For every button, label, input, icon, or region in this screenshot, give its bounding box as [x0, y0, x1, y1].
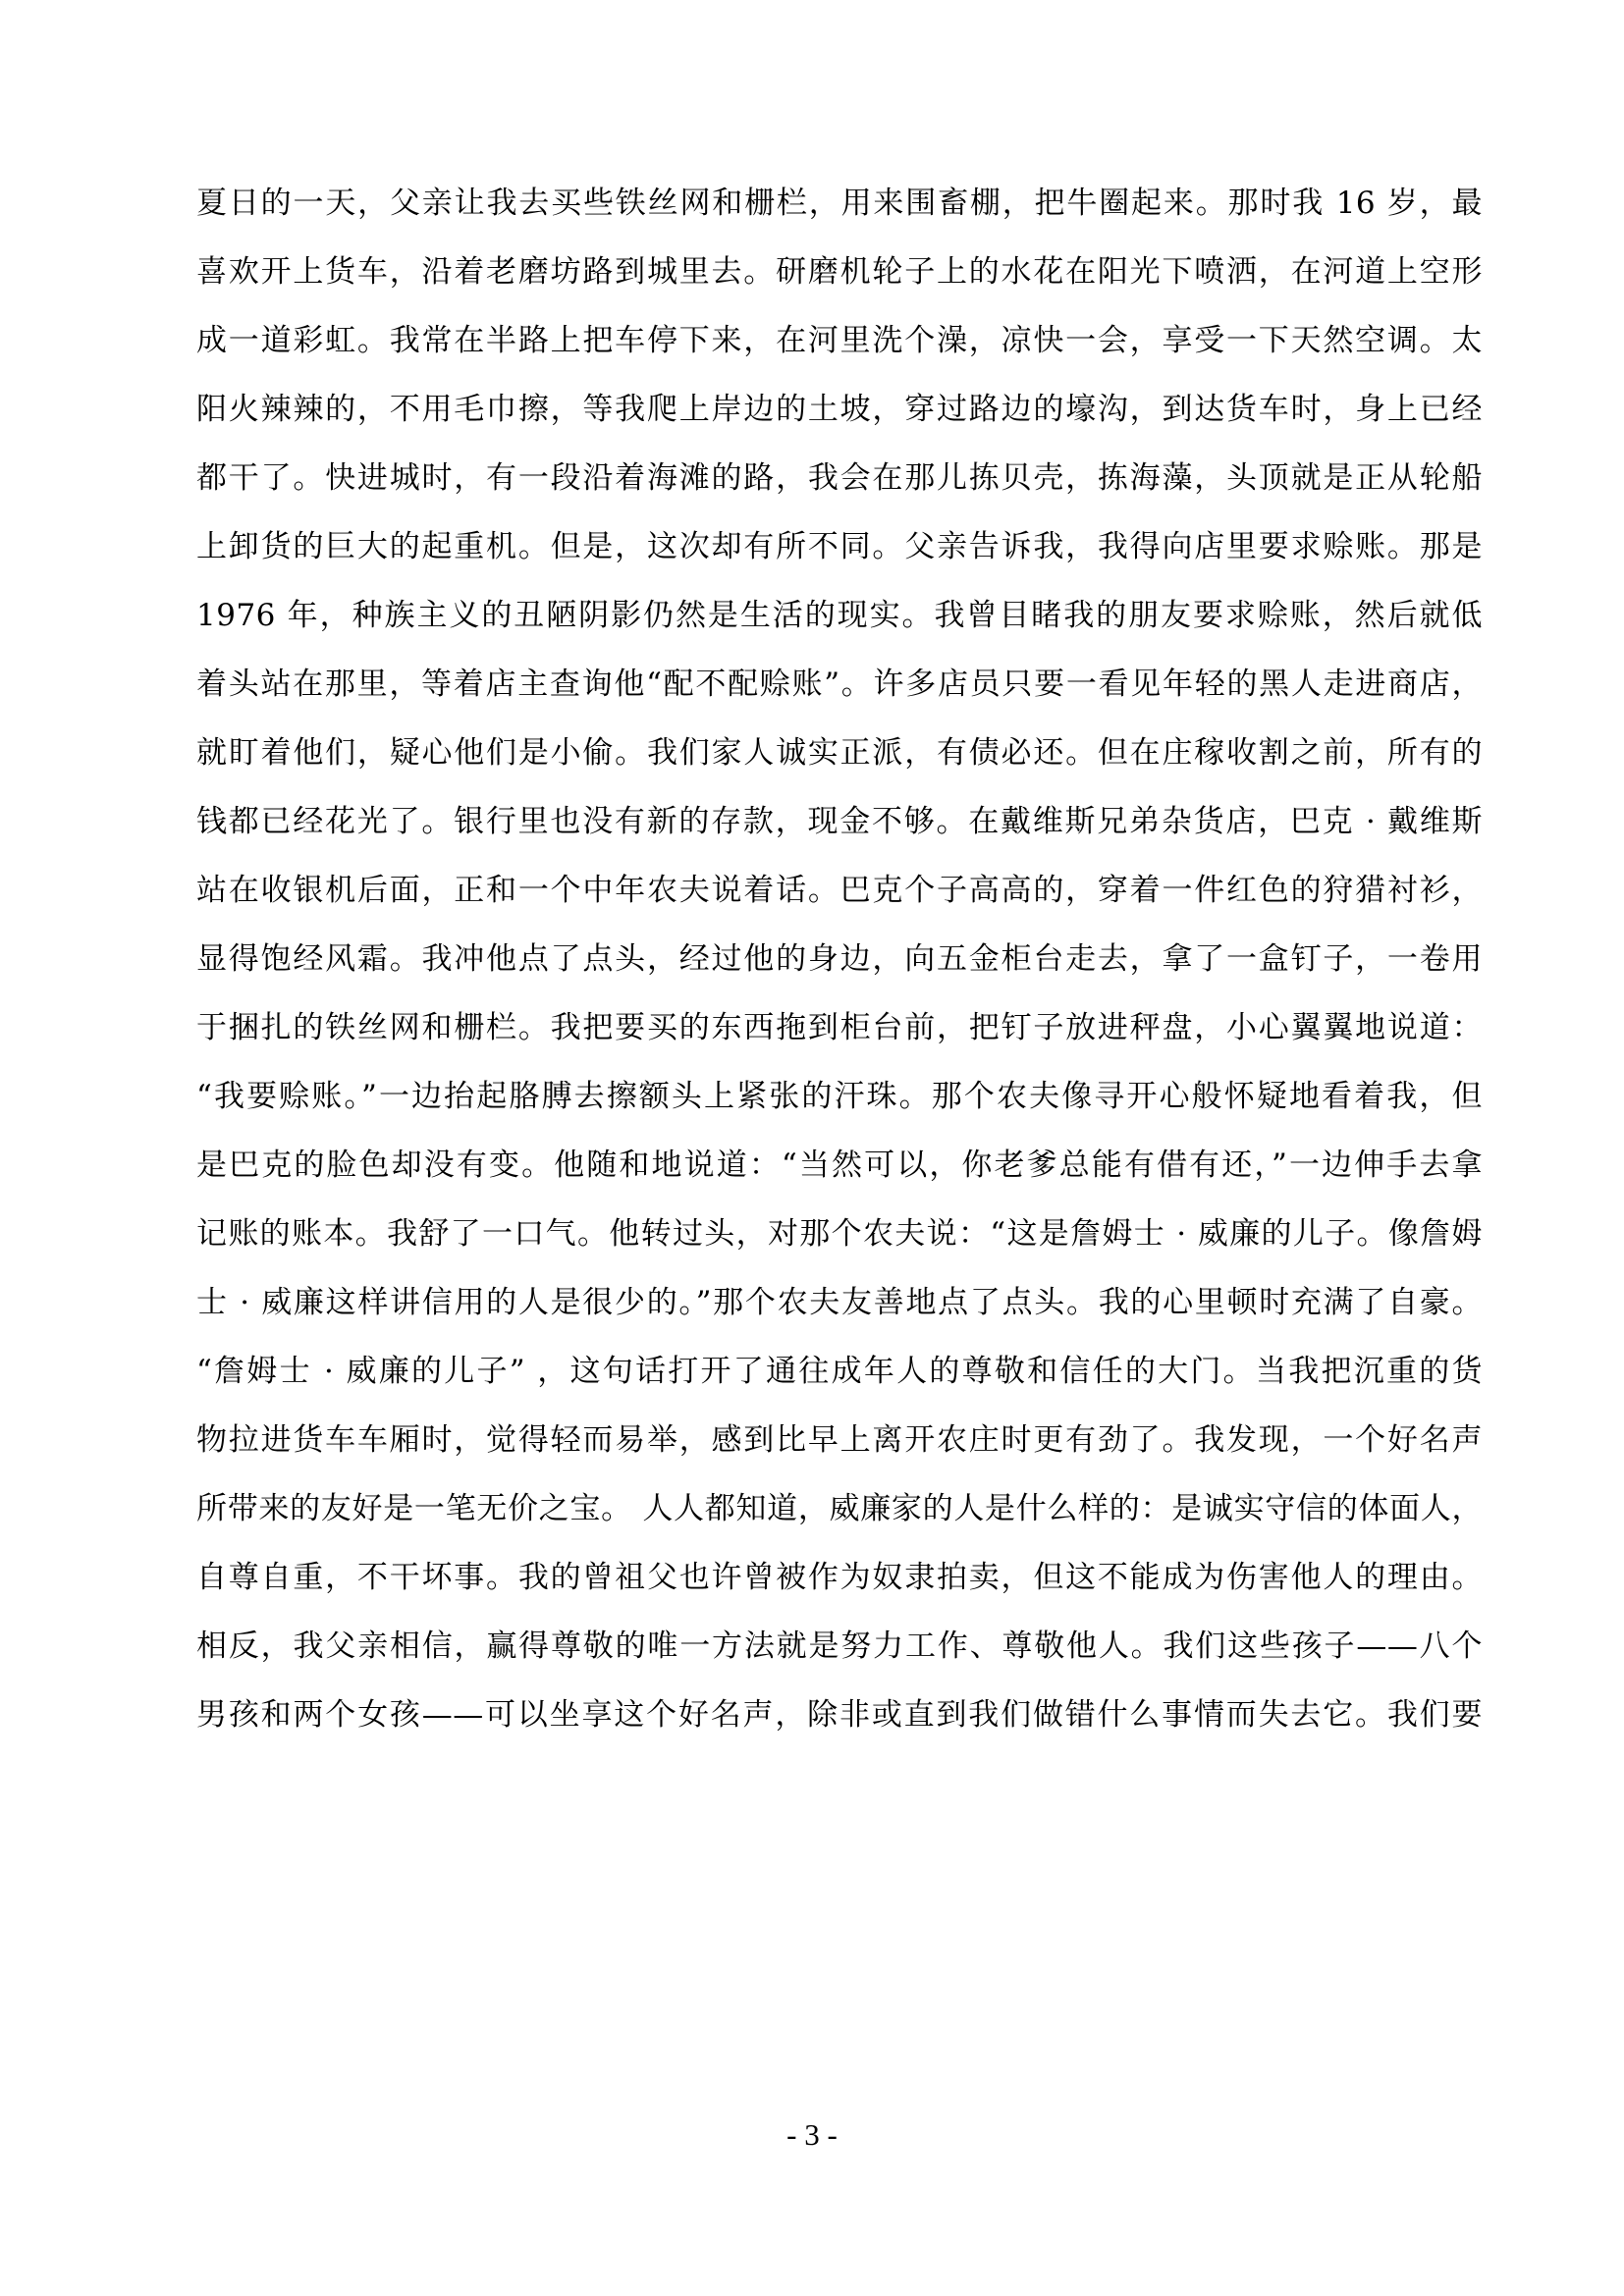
text-line: 夏日的一天，父亲让我去买些铁丝网和栅栏，用来围畜棚，把牛圈起来。那时我 16 岁，最 — [196, 186, 1483, 221]
text-line: 相反，我父亲相信，赢得尊敬的唯一方法就是努力工作、尊敬他人。我们这些孩子——八个 — [196, 1629, 1483, 1664]
body-text — [196, 169, 1483, 1749]
text-line: “詹姆士 · 威廉的儿子” ，这句话打开了通往成年人的尊敬和信任的大门。当我把沉重的货 — [196, 1354, 1483, 1389]
text-line: 是巴克的脸色却没有变。他随和地说道：“当然可以，你老爹总能有借有还，”一边伸手去拿 — [196, 1148, 1483, 1183]
text-line: 自尊自重，不干坏事。我的曾祖父也许曾被作为奴隶拍卖，但这不能成为伤害他人的理由。 — [196, 1560, 1483, 1595]
text-line: 于捆扎的铁丝网和栅栏。我把要买的东西拖到柜台前，把钉子放进秤盘，小心翼翼地说道： — [196, 1010, 1483, 1045]
text-line: 站在收银机后面，正和一个中年农夫说着话。巴克个子高高的，穿着一件红色的狩猎衬衫， — [196, 873, 1483, 908]
text-line: 钱都已经花光了。银行里也没有新的存款，现金不够。在戴维斯兄弟杂货店，巴克 · 戴维斯 — [196, 804, 1483, 839]
text-line: 所带来的友好是一笔无价之宝。 人人都知道，威廉家的人是什么样的：是诚实守信的体面人， — [196, 1491, 1483, 1526]
page-number: - 3 - — [786, 2117, 838, 2152]
text-line: “我要赊账。”一边抬起胳膊去擦额头上紧张的汗珠。那个农夫像寻开心般怀疑地看着我，但 — [196, 1079, 1483, 1114]
text-line: 着头站在那里，等着店主查询他“配不配赊账”。许多店员只要一看见年轻的黑人走进商店， — [196, 667, 1483, 702]
text-line: 喜欢开上货车，沿着老磨坊路到城里去。研磨机轮子上的水花在阳光下喷洒，在河道上空形 — [196, 254, 1483, 290]
text-line: 上卸货的巨大的起重机。但是，这次却有所不同。父亲告诉我，我得向店里要求赊账。那是 — [196, 529, 1483, 564]
text-line: 成一道彩虹。我常在半路上把车停下来，在河里洗个澡，凉快一会，享受一下天然空调。太 — [196, 323, 1483, 358]
text-line: 阳火辣辣的，不用毛巾擦，等我爬上岸边的土坡，穿过路边的壕沟，到达货车时，身上已经 — [196, 392, 1483, 427]
text-line: 士 · 威廉这样讲信用的人是很少的。”那个农夫友善地点了点头。我的心里顿时充满了自豪。 — [196, 1285, 1483, 1320]
text-line: 1976 年，种族主义的丑陋阴影仍然是生活的现实。我曾目睹我的朋友要求赊账，然后就低 — [196, 598, 1483, 633]
text-line: 都干了。快进城时，有一段沿着海滩的路，我会在那儿拣贝壳，拣海藻，头顶就是正从轮船 — [196, 460, 1483, 496]
text-line: 男孩和两个女孩——可以坐享这个好名声，除非或直到我们做错什么事情而失去它。我们要 — [196, 1697, 1483, 1733]
text-line: 就盯着他们，疑心他们是小偷。我们家人诚实正派，有债必还。但在庄稼收割之前，所有的 — [196, 735, 1483, 771]
text-line: 物拉进货车车厢时，觉得轻而易举，感到比早上离开农庄时更有劲了。我发现，一个好名声 — [196, 1422, 1483, 1458]
text-line: 记账的账本。我舒了一口气。他转过头，对那个农夫说：“这是詹姆士 · 威廉的儿子。像詹姆 — [196, 1216, 1483, 1252]
text-line: 显得饱经风霜。我冲他点了点头，经过他的身边，向五金柜台走去，拿了一盒钉子，一卷用 — [196, 941, 1483, 977]
